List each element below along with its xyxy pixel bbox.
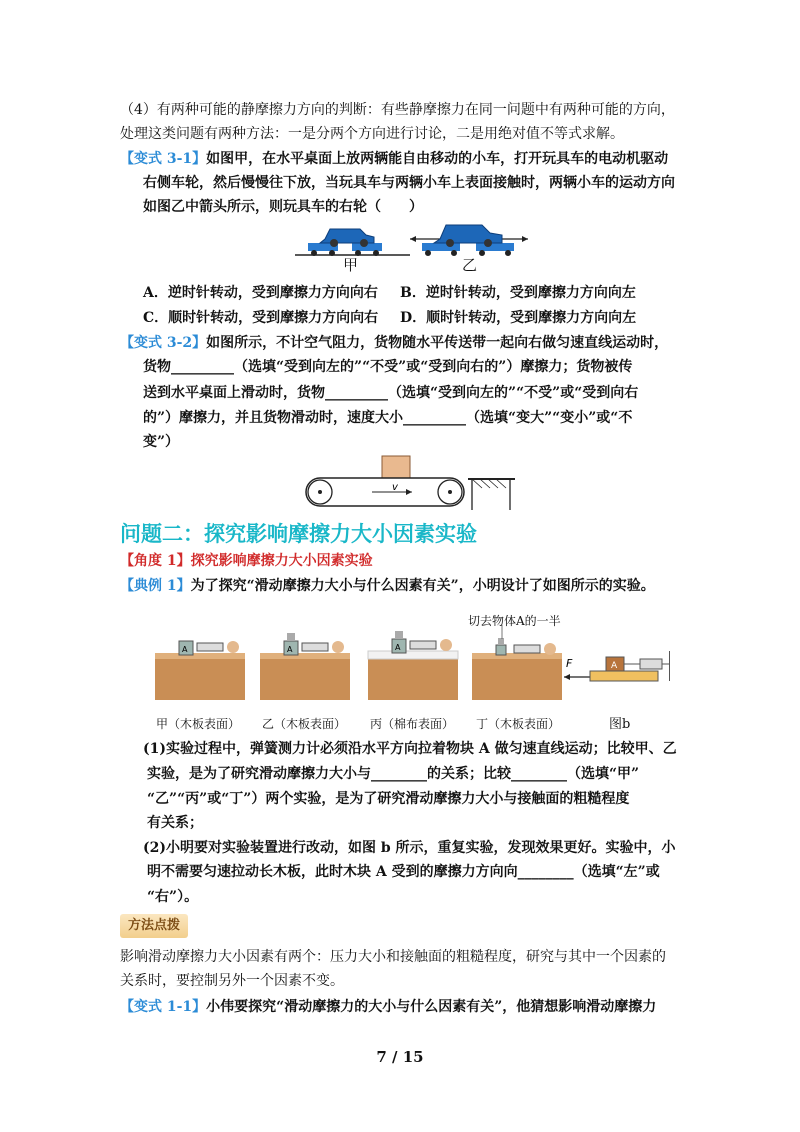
v32-line5: 变”） [143,434,180,450]
method-line2: 关系时，要控制另外一个因素不变。 [120,973,344,989]
block-label-1: A [182,645,188,654]
page-current: 7 [376,1048,387,1066]
caption-b: 图b [609,717,631,732]
experiment-figures [150,625,670,710]
v32-text1: 如图所示，不计空气阻力，货物随水平传送带一起向右做匀速直线运动时， [206,335,669,351]
caption-bing: 丙（棉布表面） [370,717,455,731]
method-badge: 方法点拨 [120,914,188,938]
fig-yi-label: 乙 [462,256,478,274]
para4-line2: 处理这类问题有两种方法：一是分两个方向进行讨论，二是用绝对值不等式求解。 [120,126,624,142]
block-label-2: A [287,645,293,654]
v32-line1 [120,333,668,353]
method-line1: 影响滑动摩擦力大小因素有两个：压力大小和接触面的粗糙程度，研究与其中一个因素的 [120,949,666,965]
v31-option-c: C．顺时针转动，受到摩擦力方向向右 [143,310,379,326]
fig-jia-group [295,229,410,256]
q1-line4: 有关系； [147,815,203,831]
cargo-box [382,456,410,478]
caption-ding: 丁（木板表面） [476,717,561,731]
v31-option-d: D．顺时针转动，受到摩擦力方向向左 [400,310,637,326]
velocity-label: v [392,482,398,493]
v11-tag: 【变式 1-1】 [120,999,207,1015]
v31-option-a: A．逆时针转动，受到摩擦力方向向右 [143,285,378,301]
para4-line1: （4）有两种可能的静摩擦力方向的判断：有些静摩擦力在同一问题中有两种可能的方向， [120,102,675,118]
v31-line2: 右侧车轮，然后慢慢往下放，当玩具车与两辆小车上表面接触时，两辆小车的运动方向 [143,175,675,191]
v32-line4: 的”）摩擦力，并且货物滑动时，速度大小_________（选填“变大”“变小”或“不 [143,410,633,426]
toy-car-figure [290,215,530,275]
exp-bing [368,631,458,700]
page-total: 15 [402,1048,424,1066]
page-number [0,1048,800,1066]
v31-tag: 【变式 3-1】 [120,151,207,167]
section2-title: 问题二：探究影响摩擦力大小因素实验 [120,522,477,546]
exp-yi [260,633,350,700]
fig-jia-label: 甲 [343,256,359,274]
q1-line2: 实验，是为了研究滑动摩擦力大小与________的关系；比较________（选填“甲” [147,766,640,782]
v31-text1: 如图甲，在水平桌面上放两辆能自由移动的小车，打开玩具车的电动机驱动 [206,151,669,167]
exp-jia [155,641,245,700]
v32-tag: 【变式 3-2】 [120,335,207,351]
caption-yi: 乙（木板表面） [262,717,347,731]
exp-b [564,651,670,681]
v31-line3: 如图乙中箭头所示，则玩具车的右轮（ ） [143,199,423,215]
q1-line1: (1)实验过程中，弹簧测力计必须沿水平方向拉着物块 A 做匀速直线运动；比较甲、乙 [143,741,677,757]
v31-option-b: B．逆时针转动，受到摩擦力方向向左 [400,285,636,301]
q2-line3: “右”）。 [147,889,199,905]
angle-heading: 【角度 1】探究影响摩擦力大小因素实验 [120,553,373,569]
v11-text: 小伟要探究“滑动摩擦力的大小与什么因素有关”，他猜想影响滑动摩擦力 [206,999,657,1015]
q2-line1: (2)小明要对实验装置进行改动，如图 b 所示，重复实验，发现效果更好。实验中，小 [143,840,676,856]
v32-line2: 货物_________（选填“受到向左的”“不受”或“受到向右的”）摩擦力；货物被传 [143,359,633,375]
v11-line [120,997,656,1017]
fig-yi-group [410,225,528,256]
example1-tag: 【典例 1】 [120,578,191,594]
q2-line2: 明不需要匀速拉动长木板，此时木块 A 受到的摩擦力方向向________（选填“左”或 [147,864,660,880]
force-label: F [566,657,573,670]
v31-line1 [120,149,668,169]
block-label-b: A [611,661,618,671]
q1-line3: “乙”“丙”或“丁”）两个实验，是为了研究滑动摩擦力大小与接触面的粗糙程度 [147,791,630,807]
conveyor-figure [300,452,520,512]
exp-ding [472,625,562,700]
caption-jia: 甲（木板表面） [156,717,241,731]
example1-text: 为了探究“滑动摩擦力大小与什么因素有关”，小明设计了如图所示的实验。 [190,578,655,594]
example1-line [120,576,655,596]
page-separator: / [392,1048,398,1066]
block-label-3: A [395,643,401,652]
cut-note: 切去物体A的一半 [468,614,561,628]
v32-line3: 送到水平桌面上滑动时，货物_________（选填“受到向左的”“不受”或“受到向右 [143,385,639,401]
